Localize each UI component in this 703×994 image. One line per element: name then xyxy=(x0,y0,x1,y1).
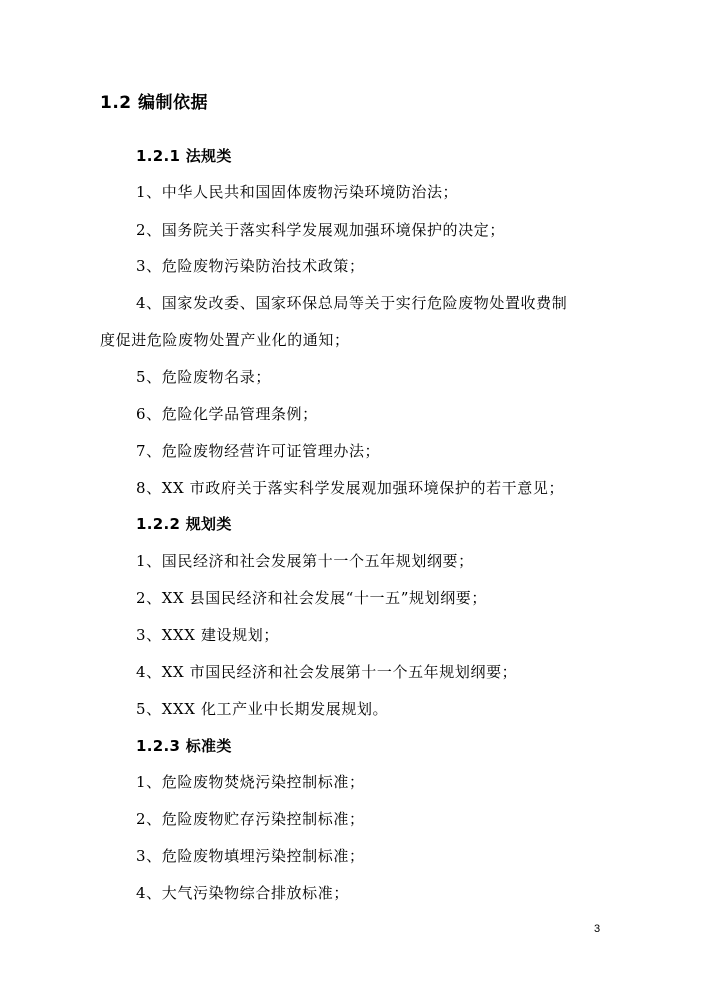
list-item: 1、中华人民共和国固体废物污染环境防治法； xyxy=(136,183,459,201)
section-heading: 1.2 编制依据 xyxy=(100,93,209,113)
page-number: 3 xyxy=(594,923,601,935)
subsection-heading-standards: 1.2.3 标准类 xyxy=(136,737,232,755)
list-item: 4、XX 市国民经济和社会发展第十一个五年规划纲要； xyxy=(136,663,518,681)
list-item: 8、XX 市政府关于落实科学发展观加强环境保护的若干意见； xyxy=(136,479,565,497)
list-item: 4、国家发改委、国家环保总局等关于实行危险废物处置收费制 xyxy=(136,294,568,312)
list-item: 5、危险废物名录； xyxy=(136,368,271,386)
list-item: 3、危险废物污染防治技术政策； xyxy=(136,257,365,275)
list-item: 3、XXX 建设规划； xyxy=(136,626,279,644)
subsection-heading-planning: 1.2.2 规划类 xyxy=(136,515,232,533)
list-item: 3、危险废物填埋污染控制标准； xyxy=(136,847,365,865)
list-item: 4、大气污染物综合排放标准； xyxy=(136,884,349,902)
list-item: 2、危险废物贮存污染控制标准； xyxy=(136,810,365,828)
list-item: 7、危险废物经营许可证管理办法； xyxy=(136,442,381,460)
list-item: 6、危险化学品管理条例； xyxy=(136,405,318,423)
list-item: 1、危险废物焚烧污染控制标准； xyxy=(136,773,365,791)
list-item: 5、XXX 化工产业中长期发展规划。 xyxy=(136,700,389,718)
list-item: 1、国民经济和社会发展第十一个五年规划纲要； xyxy=(136,552,474,570)
list-item: 2、国务院关于落实科学发展观加强环境保护的决定； xyxy=(136,221,505,239)
list-item-continuation: 度促进危险废物处置产业化的通知； xyxy=(100,331,350,349)
list-item: 2、XX 县国民经济和社会发展“十一五”规划纲要； xyxy=(136,589,488,607)
subsection-heading-regulations: 1.2.1 法规类 xyxy=(136,147,232,165)
